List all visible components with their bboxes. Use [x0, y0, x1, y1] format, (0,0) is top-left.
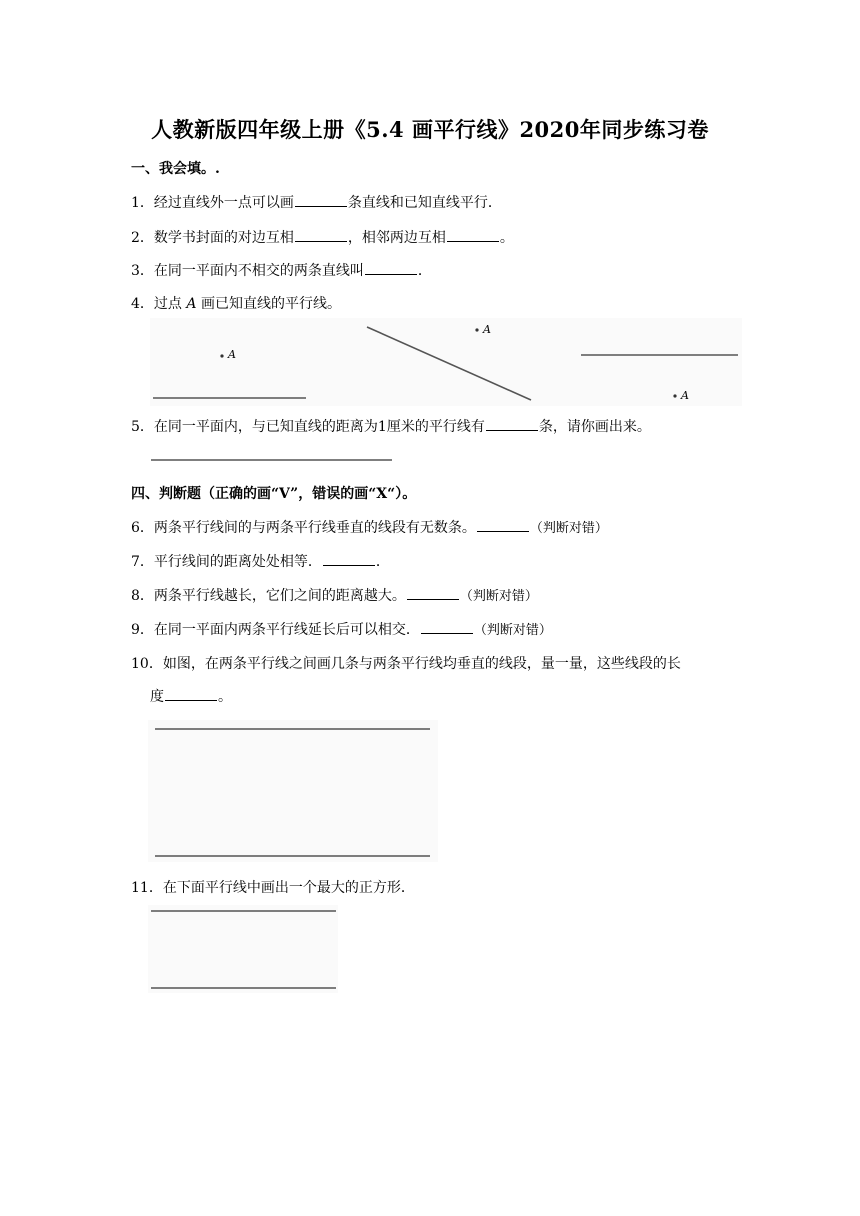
answer-blank[interactable]	[165, 687, 217, 701]
question-9	[131, 619, 552, 639]
question-number: 1．	[131, 195, 154, 211]
question-text: 经过直线外一点可以画	[153, 195, 294, 211]
given-line-2[interactable]	[367, 327, 531, 400]
point-a-2[interactable]	[475, 328, 478, 331]
question-number: 3．	[131, 263, 154, 279]
judge-hint: （判断对错）	[473, 623, 552, 638]
q11-figure-panel	[148, 905, 338, 993]
judge-hint: （判断对错）	[459, 589, 538, 604]
question-text: 如图，在两条平行线之间画几条与两条平行线均垂直的线段，量一量，这些线段的长	[162, 656, 681, 672]
question-number: 11．	[131, 880, 163, 896]
point-a-label-2: A	[483, 323, 491, 336]
question-text: 在同一平面内两条平行线延长后可以相交．	[153, 622, 420, 638]
question-text: ．	[417, 263, 432, 279]
section-judge-heading: 四、判断题（正确的画“V”，错误的画“X“）。	[131, 486, 417, 502]
question-number: 6．	[131, 520, 154, 536]
question-number: 2．	[131, 230, 154, 246]
question-text: 条直线和已知直线平行．	[347, 195, 502, 211]
question-number: 5．	[131, 419, 154, 435]
question-8	[131, 585, 538, 605]
question-number: 4．	[131, 296, 154, 312]
question-6	[131, 517, 608, 537]
question-5	[131, 416, 651, 436]
question-number: 10．	[131, 656, 163, 672]
question-text: 度	[150, 689, 164, 705]
question-10	[131, 653, 681, 673]
question-number: 9．	[131, 622, 154, 638]
question-text: ．	[375, 554, 390, 570]
question-number: 8．	[131, 588, 154, 604]
answer-blank[interactable]	[477, 518, 529, 532]
section-fill-heading: 一、我会填。.	[131, 161, 220, 177]
question-text: 在同一平面内不相交的两条直线叫	[153, 263, 364, 279]
answer-blank[interactable]	[421, 620, 473, 634]
question-text: 。	[218, 689, 232, 705]
question-10-continued	[150, 686, 232, 706]
point-a-1[interactable]	[220, 354, 223, 357]
question-text: 两条平行线越长，它们之间的距离越大。	[153, 588, 406, 604]
answer-blank[interactable]	[323, 552, 375, 566]
question-text: 画已知直线的平行线。	[200, 296, 341, 312]
question-text: 在同一平面内，与已知直线的距离为1厘米的平行线有	[153, 419, 485, 435]
question-text: 。	[499, 230, 514, 246]
question-number: 7．	[131, 554, 154, 570]
question-text: ，相邻两边互相	[347, 230, 446, 246]
point-a-label-3: A	[681, 389, 689, 402]
q10-figure-panel	[148, 720, 438, 862]
answer-blank[interactable]	[486, 417, 538, 431]
question-text: 过点	[153, 296, 182, 312]
page-title: 人教新版四年级上册《5.4 画平行线》2020年同步练习卷	[151, 117, 709, 142]
question-text: 数学书封面的对边互相	[153, 230, 294, 246]
question-11	[131, 877, 415, 897]
judge-hint: （判断对错）	[529, 521, 608, 536]
question-7	[131, 551, 390, 571]
point-a-label-1: A	[228, 348, 236, 361]
point-variable: A	[186, 296, 197, 312]
question-text: 两条平行线间的与两条平行线垂直的线段有无数条。	[153, 520, 476, 536]
answer-blank[interactable]	[407, 586, 459, 600]
question-text: 平行线间的距离处处相等．	[153, 554, 322, 570]
question-text: 在下面平行线中画出一个最大的正方形．	[162, 880, 415, 896]
point-a-3[interactable]	[673, 394, 676, 397]
question-text: 条，请你画出来。	[538, 419, 651, 435]
